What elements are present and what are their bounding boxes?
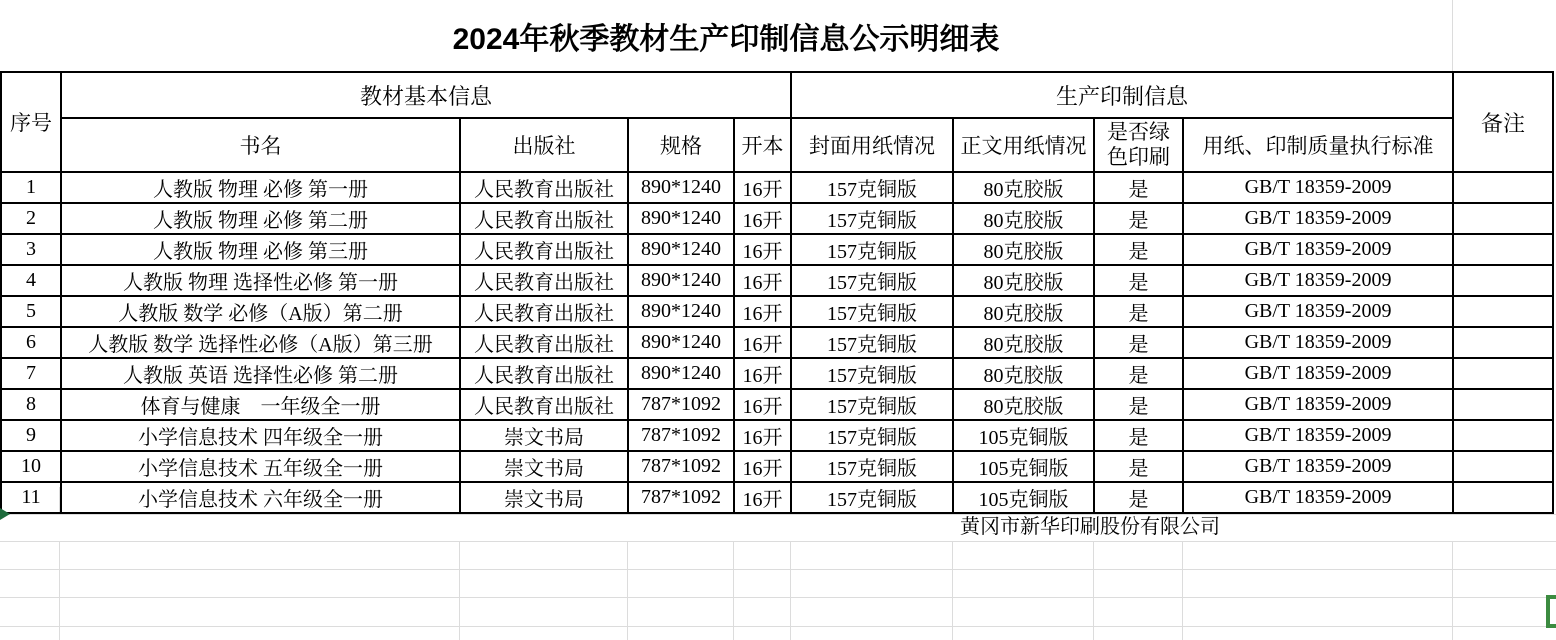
- table-row: [1, 234, 1553, 265]
- gridline: [1182, 541, 1183, 640]
- cell-cover-paper[interactable]: 157克铜版: [791, 296, 953, 327]
- gridline: [0, 597, 1556, 598]
- cell-selection-border[interactable]: [1546, 595, 1556, 628]
- cell-publisher[interactable]: 人民教育出版社: [460, 172, 628, 203]
- gridline: [1093, 541, 1094, 640]
- gridline: [459, 541, 460, 640]
- cell-spec[interactable]: 890*1240: [628, 265, 734, 296]
- cell-standard[interactable]: GB/T 18359-2009: [1183, 358, 1453, 389]
- header-group-row: [1, 72, 1553, 118]
- header-format[interactable]: 开本: [734, 118, 791, 172]
- cell-standard[interactable]: GB/T 18359-2009: [1183, 451, 1453, 482]
- cell-cover-paper[interactable]: 157克铜版: [791, 451, 953, 482]
- table-body: [1, 172, 1553, 513]
- header-index[interactable]: 序号: [1, 72, 61, 172]
- table-row: [1, 358, 1553, 389]
- cell-publisher[interactable]: 崇文书局: [460, 482, 628, 513]
- company-name: 黄冈市新华印刷股份有限公司: [960, 516, 1220, 538]
- cell-index[interactable]: 1: [1, 172, 61, 203]
- cell-body-paper[interactable]: 80克胶版: [953, 234, 1094, 265]
- cell-green-print[interactable]: 是: [1094, 296, 1183, 327]
- cell-spec[interactable]: 787*1092: [628, 420, 734, 451]
- cell-book-title[interactable]: 人教版 物理 选择性必修 第一册: [61, 265, 460, 296]
- cell-book-title[interactable]: 体育与健康 一年级全一册: [61, 389, 460, 420]
- cell-publisher[interactable]: 人民教育出版社: [460, 203, 628, 234]
- cell-remark[interactable]: [1453, 420, 1553, 451]
- table-row: [1, 296, 1553, 327]
- table-row: [1, 327, 1553, 358]
- cell-publisher[interactable]: 人民教育出版社: [460, 358, 628, 389]
- cell-remark[interactable]: [1453, 358, 1553, 389]
- cell-body-paper[interactable]: 105克铜版: [953, 420, 1094, 451]
- table-row: [1, 203, 1553, 234]
- cell-standard[interactable]: GB/T 18359-2009: [1183, 389, 1453, 420]
- gridline: [733, 541, 734, 640]
- green-marker-icon: [0, 508, 10, 520]
- cell-remark[interactable]: [1453, 203, 1553, 234]
- cell-publisher[interactable]: 人民教育出版社: [460, 327, 628, 358]
- cell-cover-paper[interactable]: 157克铜版: [791, 358, 953, 389]
- cell-index[interactable]: 4: [1, 265, 61, 296]
- cell-green-print[interactable]: 是: [1094, 482, 1183, 513]
- cell-format[interactable]: 16开: [734, 389, 791, 420]
- cell-book-title[interactable]: 人教版 英语 选择性必修 第二册: [61, 358, 460, 389]
- cell-spec[interactable]: 787*1092: [628, 451, 734, 482]
- cell-standard[interactable]: GB/T 18359-2009: [1183, 234, 1453, 265]
- cell-body-paper[interactable]: 80克胶版: [953, 358, 1094, 389]
- cell-cover-paper[interactable]: 157克铜版: [791, 172, 953, 203]
- cell-format[interactable]: 16开: [734, 203, 791, 234]
- cell-index[interactable]: 11: [1, 482, 61, 513]
- cell-spec[interactable]: 890*1240: [628, 203, 734, 234]
- table-row: [1, 389, 1553, 420]
- cell-cover-paper[interactable]: 157克铜版: [791, 203, 953, 234]
- cell-body-paper[interactable]: 80克胶版: [953, 172, 1094, 203]
- cell-green-print[interactable]: 是: [1094, 327, 1183, 358]
- cell-green-print[interactable]: 是: [1094, 420, 1183, 451]
- cell-cover-paper[interactable]: 157克铜版: [791, 234, 953, 265]
- header-cover-paper[interactable]: 封面用纸情况: [791, 118, 953, 172]
- cell-body-paper[interactable]: 80克胶版: [953, 327, 1094, 358]
- textbook-print-table: [0, 71, 1554, 514]
- gridline: [952, 541, 953, 640]
- cell-book-title[interactable]: 人教版 物理 必修 第三册: [61, 234, 460, 265]
- cell-body-paper[interactable]: 80克胶版: [953, 265, 1094, 296]
- cell-body-paper[interactable]: 80克胶版: [953, 296, 1094, 327]
- cell-remark[interactable]: [1453, 265, 1553, 296]
- cell-publisher[interactable]: 崇文书局: [460, 451, 628, 482]
- cell-standard[interactable]: GB/T 18359-2009: [1183, 482, 1453, 513]
- cell-format[interactable]: 16开: [734, 451, 791, 482]
- gridline: [0, 541, 1556, 542]
- cell-format[interactable]: 16开: [734, 234, 791, 265]
- cell-publisher[interactable]: 崇文书局: [460, 420, 628, 451]
- header-basic-info[interactable]: 教材基本信息: [61, 72, 791, 118]
- gridline: [0, 569, 1556, 570]
- table-row: [1, 172, 1553, 203]
- cell-standard[interactable]: GB/T 18359-2009: [1183, 420, 1453, 451]
- cell-green-print[interactable]: 是: [1094, 234, 1183, 265]
- cell-green-print[interactable]: 是: [1094, 358, 1183, 389]
- cell-book-title[interactable]: 小学信息技术 六年级全一册: [61, 482, 460, 513]
- header-standard[interactable]: 用纸、印制质量执行标准: [1183, 118, 1453, 172]
- cell-book-title[interactable]: 人教版 数学 必修（A版）第二册: [61, 296, 460, 327]
- header-book-title[interactable]: 书名: [61, 118, 460, 172]
- cell-cover-paper[interactable]: 157克铜版: [791, 482, 953, 513]
- cell-remark[interactable]: [1453, 451, 1553, 482]
- gridline: [1452, 0, 1453, 71]
- gridline: [627, 541, 628, 640]
- cell-remark[interactable]: [1453, 327, 1553, 358]
- cell-format[interactable]: 16开: [734, 420, 791, 451]
- cell-format[interactable]: 16开: [734, 482, 791, 513]
- gridline: [0, 626, 1556, 627]
- header-production-info[interactable]: 生产印制信息: [791, 72, 1453, 118]
- cell-remark[interactable]: [1453, 389, 1553, 420]
- cell-standard[interactable]: GB/T 18359-2009: [1183, 296, 1453, 327]
- table-row: [1, 420, 1553, 451]
- header-publisher[interactable]: 出版社: [460, 118, 628, 172]
- cell-book-title[interactable]: 小学信息技术 五年级全一册: [61, 451, 460, 482]
- cell-format[interactable]: 16开: [734, 358, 791, 389]
- header-spec[interactable]: 规格: [628, 118, 734, 172]
- gridline: [1452, 541, 1453, 640]
- cell-standard[interactable]: GB/T 18359-2009: [1183, 203, 1453, 234]
- cell-spec[interactable]: 890*1240: [628, 172, 734, 203]
- cell-book-title[interactable]: 小学信息技术 四年级全一册: [61, 420, 460, 451]
- cell-spec[interactable]: 787*1092: [628, 482, 734, 513]
- cell-index[interactable]: 10: [1, 451, 61, 482]
- cell-index[interactable]: 2: [1, 203, 61, 234]
- cell-body-paper[interactable]: 105克铜版: [953, 451, 1094, 482]
- table-row: [1, 265, 1553, 296]
- table-row: [1, 451, 1553, 482]
- cell-body-paper[interactable]: 80克胶版: [953, 203, 1094, 234]
- cell-index[interactable]: 8: [1, 389, 61, 420]
- cell-standard[interactable]: GB/T 18359-2009: [1183, 327, 1453, 358]
- cell-index[interactable]: 3: [1, 234, 61, 265]
- cell-spec[interactable]: 890*1240: [628, 327, 734, 358]
- cell-book-title[interactable]: 人教版 数学 选择性必修（A版）第三册: [61, 327, 460, 358]
- gridline: [59, 541, 60, 640]
- cell-remark[interactable]: [1453, 482, 1553, 513]
- cell-spec[interactable]: 890*1240: [628, 234, 734, 265]
- cell-book-title[interactable]: 人教版 物理 必修 第一册: [61, 172, 460, 203]
- cell-green-print[interactable]: 是: [1094, 203, 1183, 234]
- cell-green-print[interactable]: 是: [1094, 451, 1183, 482]
- cell-green-print[interactable]: 是: [1094, 265, 1183, 296]
- header-body-paper[interactable]: 正文用纸情况: [953, 118, 1094, 172]
- cell-index[interactable]: 5: [1, 296, 61, 327]
- cell-spec[interactable]: 890*1240: [628, 358, 734, 389]
- header-green-print[interactable]: [1094, 118, 1183, 172]
- cell-spec[interactable]: 890*1240: [628, 296, 734, 327]
- cell-publisher[interactable]: 人民教育出版社: [460, 389, 628, 420]
- page-title: 2024年秋季教材生产印制信息公示明细表: [452, 22, 1000, 56]
- cell-index[interactable]: 9: [1, 420, 61, 451]
- cell-publisher[interactable]: 人民教育出版社: [460, 234, 628, 265]
- cell-remark[interactable]: [1453, 296, 1553, 327]
- cell-spec[interactable]: 787*1092: [628, 389, 734, 420]
- cell-format[interactable]: 16开: [734, 327, 791, 358]
- cell-publisher[interactable]: 人民教育出版社: [460, 296, 628, 327]
- header-remarks[interactable]: 备注: [1453, 72, 1553, 172]
- cell-index[interactable]: 6: [1, 327, 61, 358]
- cell-index[interactable]: 7: [1, 358, 61, 389]
- cell-body-paper[interactable]: 80克胶版: [953, 389, 1094, 420]
- header-sub-row: [1, 118, 1553, 172]
- cell-publisher[interactable]: 人民教育出版社: [460, 265, 628, 296]
- gridline: [790, 541, 791, 640]
- header-green-print-label: 是否绿色印刷: [1107, 119, 1171, 169]
- cell-remark[interactable]: [1453, 234, 1553, 265]
- cell-cover-paper[interactable]: 157克铜版: [791, 420, 953, 451]
- cell-format[interactable]: 16开: [734, 172, 791, 203]
- cell-cover-paper[interactable]: 157克铜版: [791, 389, 953, 420]
- table-row: [1, 482, 1553, 513]
- cell-standard[interactable]: GB/T 18359-2009: [1183, 265, 1453, 296]
- cell-format[interactable]: 16开: [734, 265, 791, 296]
- cell-body-paper[interactable]: 105克铜版: [953, 482, 1094, 513]
- cell-green-print[interactable]: 是: [1094, 389, 1183, 420]
- cell-green-print[interactable]: 是: [1094, 172, 1183, 203]
- cell-format[interactable]: 16开: [734, 296, 791, 327]
- cell-cover-paper[interactable]: 157克铜版: [791, 265, 953, 296]
- cell-book-title[interactable]: 人教版 物理 必修 第二册: [61, 203, 460, 234]
- cell-remark[interactable]: [1453, 172, 1553, 203]
- cell-cover-paper[interactable]: 157克铜版: [791, 327, 953, 358]
- cell-standard[interactable]: GB/T 18359-2009: [1183, 172, 1453, 203]
